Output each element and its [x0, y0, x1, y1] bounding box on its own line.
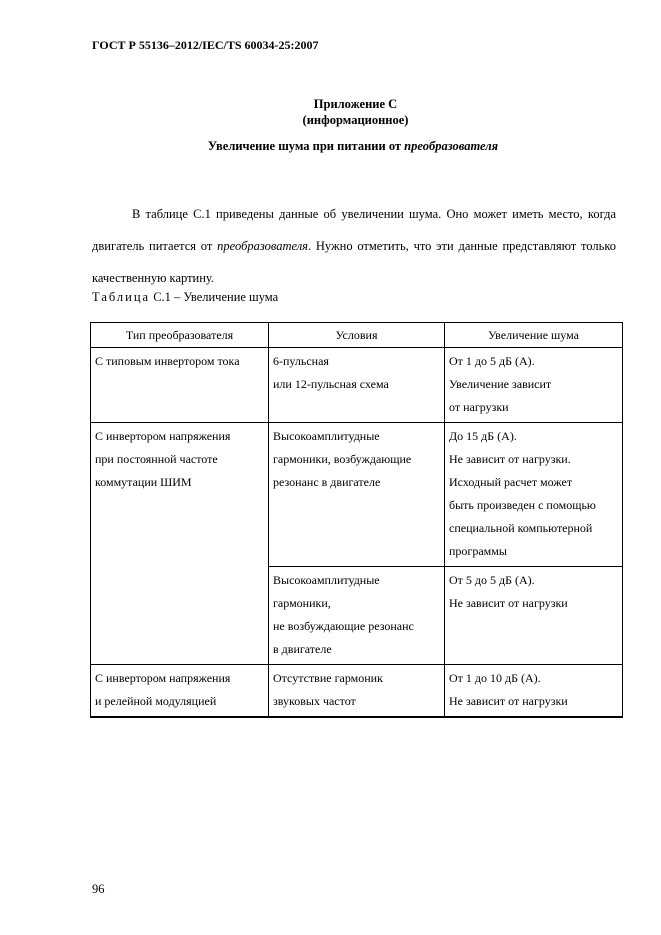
cell-line: от нагрузки: [449, 400, 509, 414]
cell-line: не возбуждающие резонанс: [273, 619, 414, 633]
page-number: 96: [92, 882, 105, 896]
column-header-conditions: Условия: [269, 323, 445, 348]
paragraph-part1: В таблице С.1 приведены данные об увеличении шума. Оно может иметь место, когда двигатель питается от: [92, 207, 616, 253]
section-title: [0, 139, 661, 154]
intro-paragraph: [92, 198, 616, 294]
cell-line: До 15 дБ (А).: [449, 429, 517, 443]
cell-conditions: [269, 567, 445, 665]
cell-line: Высокоамплитудные: [273, 429, 380, 443]
cell-conditions: [269, 423, 445, 567]
appendix-title: Приложение С: [313, 97, 398, 111]
cell-type: [91, 665, 269, 718]
cell-type: [91, 348, 269, 423]
table-caption-text: С.1 – Увеличение шума: [150, 290, 279, 304]
cell-line: Исходный расчет может: [449, 475, 573, 489]
cell-line: Не зависит от нагрузки: [449, 694, 568, 708]
cell-line: программы: [449, 544, 507, 558]
standard-code-header: ГОСТ Р 55136–2012/IEC/TS 60034-25:2007: [92, 38, 319, 52]
table-header-row: [91, 323, 623, 348]
cell-increase: [445, 567, 623, 665]
cell-conditions: [269, 665, 445, 718]
cell-line: при постоянной частоте: [95, 452, 218, 466]
table-row: [91, 423, 623, 567]
cell-line: Не зависит от нагрузки.: [449, 452, 571, 466]
appendix-subtitle: (информационное): [302, 113, 409, 127]
cell-line: гармоники,: [273, 596, 331, 610]
section-title-emphasis: преобразователя: [404, 139, 499, 153]
table-row: [91, 665, 623, 718]
cell-line: быть произведен с помощью: [449, 498, 596, 512]
cell-increase: [445, 348, 623, 423]
section-title-prefix: Увеличение шума при питании от: [207, 139, 402, 153]
cell-line: Высокоамплитудные: [273, 573, 380, 587]
table-row: [91, 348, 623, 423]
column-header-increase: Увеличение шума: [445, 323, 623, 348]
cell-line: 6-пульсная: [273, 354, 329, 368]
paragraph-part2: . Нужно отметить, что эти данные представляют только качественную картину.: [92, 239, 617, 285]
appendix-heading: [0, 96, 661, 128]
cell-line: С инвертором напряжения: [95, 429, 231, 443]
cell-line: и релейной модуляцией: [95, 694, 217, 708]
cell-line: Увеличение зависит: [449, 377, 552, 391]
cell-increase: [445, 665, 623, 718]
cell-line: От 1 до 5 дБ (А).: [449, 354, 535, 368]
cell-line: гармоники, возбуждающие: [273, 452, 412, 466]
cell-line: С инвертором напряжения: [95, 671, 231, 685]
cell-increase: [445, 423, 623, 567]
column-header-type: Тип преобразователя: [91, 323, 269, 348]
cell-line: специальной компьютерной: [449, 521, 593, 535]
table-caption: [92, 290, 278, 305]
cell-line: Не зависит от нагрузки: [449, 596, 568, 610]
cell-line: или 12-пульсная схема: [273, 377, 389, 391]
cell-line: Отсутствие гармоник: [273, 671, 383, 685]
table-caption-label: Таблица: [92, 290, 151, 304]
paragraph-emphasis: преобразователя: [217, 239, 308, 253]
cell-type: [91, 423, 269, 665]
cell-line: в двигателе: [273, 642, 332, 656]
cell-line: От 5 до 5 дБ (А).: [449, 573, 535, 587]
cell-line: резонанс в двигателе: [273, 475, 381, 489]
noise-increase-table: [90, 322, 623, 718]
cell-line: звуковых частот: [273, 694, 356, 708]
cell-line: коммутации ШИМ: [95, 475, 192, 489]
cell-conditions: [269, 348, 445, 423]
cell-line: От 1 до 10 дБ (А).: [449, 671, 541, 685]
cell-line: С типовым инвертором тока: [95, 354, 240, 368]
